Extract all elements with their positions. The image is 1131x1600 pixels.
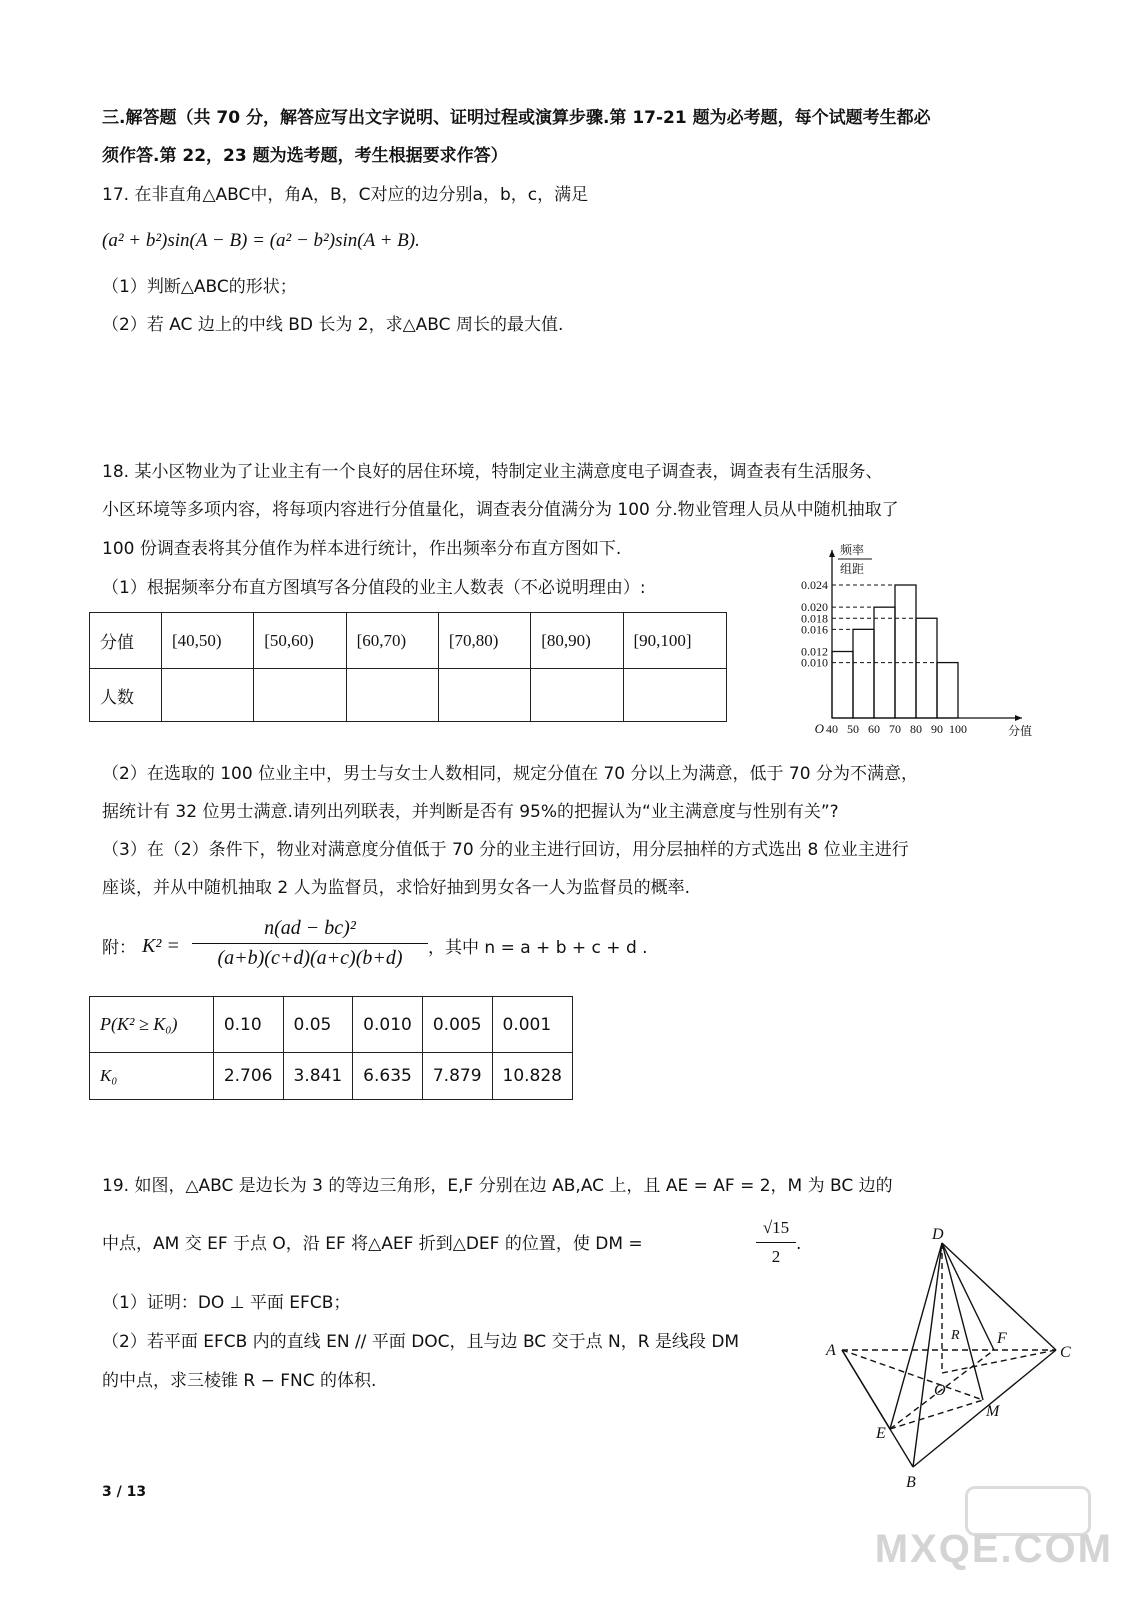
- histogram-bar: [916, 618, 937, 718]
- label-f: F: [997, 1330, 1007, 1347]
- watermark-text: MXQE.COM: [874, 1527, 1113, 1571]
- table-interval: [70,80): [438, 613, 530, 669]
- origin-label: O: [814, 721, 824, 736]
- table-cell-blank: [161, 669, 253, 722]
- q18-part3-line2: 座谈，并从中随机抽取 2 人为监督员，求恰好抽到男女各一人为监督员的概率.: [102, 878, 691, 898]
- label-o: O: [934, 1382, 946, 1399]
- label-d: D: [932, 1226, 944, 1243]
- q17-part1: （1）判断△ABC的形状；: [102, 277, 297, 297]
- dm-fraction-num: √15: [762, 1218, 790, 1237]
- edge-ae: [842, 1350, 890, 1429]
- fraction-bar: [756, 1242, 796, 1243]
- score-count-table: [89, 612, 727, 722]
- q17-part2: （2）若 AC 边上的中线 BD 长为 2，求△ABC 周长的最大值.: [102, 315, 564, 335]
- q18-line2: 小区环境等多项内容，将每项内容进行分值量化，调查表分值满分为 100 分.物业管理人员从中随机抽取了: [102, 500, 899, 520]
- ktable-k-header: K₀: [90, 1053, 214, 1100]
- q18-part2-line2: 据统计有 32 位男士满意.请列出列联表，并判断是否有 95%的把握认为“业主满意度与性别有关”?: [102, 802, 839, 822]
- y-label-top: 频率: [840, 543, 865, 557]
- y-tick-label: 0.020: [801, 600, 828, 615]
- pyramid-figure: [820, 1225, 1080, 1491]
- table-cell-blank: [623, 669, 727, 722]
- dm-fraction: [756, 1216, 796, 1269]
- segment-am: [842, 1350, 983, 1400]
- critical-value-table: [89, 996, 573, 1100]
- x-tick-label: 90: [931, 722, 943, 736]
- label-e: E: [876, 1425, 886, 1442]
- q19-line1: 19. 如图，△ABC 是边长为 3 的等边三角形，E,F 分别在边 AB,AC 上，且 AE = AF = 2，M 为 BC 边的: [102, 1176, 893, 1196]
- ktable-p-header: P(K² ≥ K₀): [90, 997, 214, 1053]
- fraction-bar: [192, 943, 428, 944]
- y-tick-label: 0.012: [801, 644, 828, 659]
- ktable-k-value: 10.828: [492, 1053, 572, 1100]
- y-tick-label: 0.024: [801, 578, 828, 592]
- ktable-k-value: 3.841: [283, 1053, 353, 1100]
- formula-suffix: ，其中 n = a + b + c + d .: [428, 938, 648, 958]
- table-interval: [80,90): [531, 613, 623, 669]
- y-tick-label: 0.018: [801, 611, 828, 626]
- formula-fraction: [192, 916, 428, 970]
- y-label-bottom: 组距: [840, 562, 865, 576]
- formula-denominator: (a+b)(c+d)(a+c)(b+d): [217, 947, 403, 969]
- table-interval: [40,50): [161, 613, 253, 669]
- q18-line3: 100 份调查表将其分值作为样本进行统计，作出频率分布直方图如下.: [102, 539, 622, 559]
- x-tick-label: 50: [847, 722, 859, 736]
- label-b: B: [906, 1474, 916, 1491]
- ktable-p-value: 0.010: [353, 997, 423, 1053]
- ktable-p-value: 0.10: [213, 997, 283, 1053]
- histogram-bar: [853, 629, 874, 718]
- label-m: M: [986, 1403, 1000, 1420]
- table-cell-blank: [254, 669, 346, 722]
- segment-oc: [942, 1350, 1056, 1373]
- table-cell-blank: [346, 669, 438, 722]
- y-axis-arrow: [829, 550, 835, 557]
- edge-df: [942, 1243, 994, 1350]
- histogram-bar: [832, 652, 853, 719]
- x-tick-label: 40: [826, 722, 838, 736]
- table-interval: [60,70): [346, 613, 438, 669]
- table-interval: [50,60): [254, 613, 346, 669]
- dm-fraction-den: 2: [771, 1247, 781, 1266]
- label-a: A: [826, 1342, 836, 1359]
- table-cell-blank: [438, 669, 530, 722]
- q17-intro: 17. 在非直角△ABC中，角A，B，C对应的边分别a，b，c，满足: [102, 185, 589, 205]
- formula-lhs: K² =: [142, 935, 180, 957]
- q19-part2-line2: 的中点，求三棱锥 R − FNC 的体积.: [102, 1371, 377, 1391]
- x-tick-label: 70: [889, 722, 901, 736]
- x-axis-arrow: [1015, 715, 1022, 721]
- formula-numerator: n(ad − bc)²: [264, 917, 356, 939]
- formula-prefix: 附：: [102, 938, 136, 958]
- section-title-line2: 须作答.第 22，23 题为选考题，考生根据要求作答）: [102, 146, 508, 166]
- q19-part2-line1: （2）若平面 EFCB 内的直线 EN // 平面 DOC，且与边 BC 交于点 N，R 是线段 DM: [102, 1332, 740, 1352]
- x-tick-label: 80: [910, 722, 922, 736]
- ktable-k-value: 7.879: [422, 1053, 492, 1100]
- table-cell-blank: [531, 669, 623, 722]
- y-tick-label: 0.016: [801, 622, 828, 637]
- q19-part1: （1）证明：DO ⊥ 平面 EFCB；: [102, 1293, 351, 1313]
- ktable-p-value: 0.005: [422, 997, 492, 1053]
- q19-line2: 中点，AM 交 EF 于点 O，沿 EF 将△AEF 折到△DEF 的位置，使 DM =: [102, 1234, 643, 1254]
- ktable-p-value: 0.05: [283, 997, 353, 1053]
- edge-de: [890, 1243, 942, 1429]
- y-tick-label: 0.010: [801, 655, 828, 670]
- x-axis-label: 分值: [1008, 724, 1033, 738]
- segment-em: [890, 1400, 983, 1429]
- edge-dm: [942, 1243, 983, 1400]
- q18-part2-line1: （2）在选取的 100 位业主中，男士与女士人数相同，规定分值在 70 分以上为满意，低于 70 分为不满意，: [102, 764, 918, 784]
- histogram-bar: [937, 663, 958, 718]
- q18-line1: 18. 某小区物业为了让业主有一个良好的居住环境，特制定业主满意度电子调查表，调查表有生活服务、: [102, 462, 883, 482]
- ktable-k-value: 6.635: [353, 1053, 423, 1100]
- edge-db: [913, 1243, 942, 1467]
- edge-bc: [913, 1350, 1056, 1467]
- x-tick-label: 60: [868, 722, 880, 736]
- q18-part1: （1）根据频率分布直方图填写各分值段的业主人数表（不必说明理由）:: [102, 578, 646, 598]
- label-c: C: [1060, 1344, 1071, 1361]
- table-header-score: 分值: [90, 613, 162, 669]
- page-number: 3 / 13: [102, 1484, 147, 1500]
- histogram-bar: [895, 585, 916, 718]
- x-tick-label: 100: [949, 722, 967, 736]
- ktable-p-value: 0.001: [492, 997, 572, 1053]
- section-title-line1: 三.解答题（共 70 分，解答应写出文字说明、证明过程或演算步骤.第 17-21 题为必考题，每个试题考生都必: [102, 108, 931, 128]
- table-header-count: 人数: [90, 669, 162, 722]
- table-interval: [90,100]: [623, 613, 727, 669]
- dm-period: .: [796, 1234, 802, 1254]
- ktable-k-value: 2.706: [213, 1053, 283, 1100]
- frequency-histogram: [770, 538, 1040, 743]
- q18-part3-line1: （3）在（2）条件下，物业对满意度分值低于 70 分的业主进行回访，用分层抽样的方式选出 8 位业主进行: [102, 840, 909, 860]
- label-r: R: [951, 1328, 960, 1343]
- q17-equation: (a² + b²)sin(A − B) = (a² − b²)sin(A + B).: [102, 230, 420, 251]
